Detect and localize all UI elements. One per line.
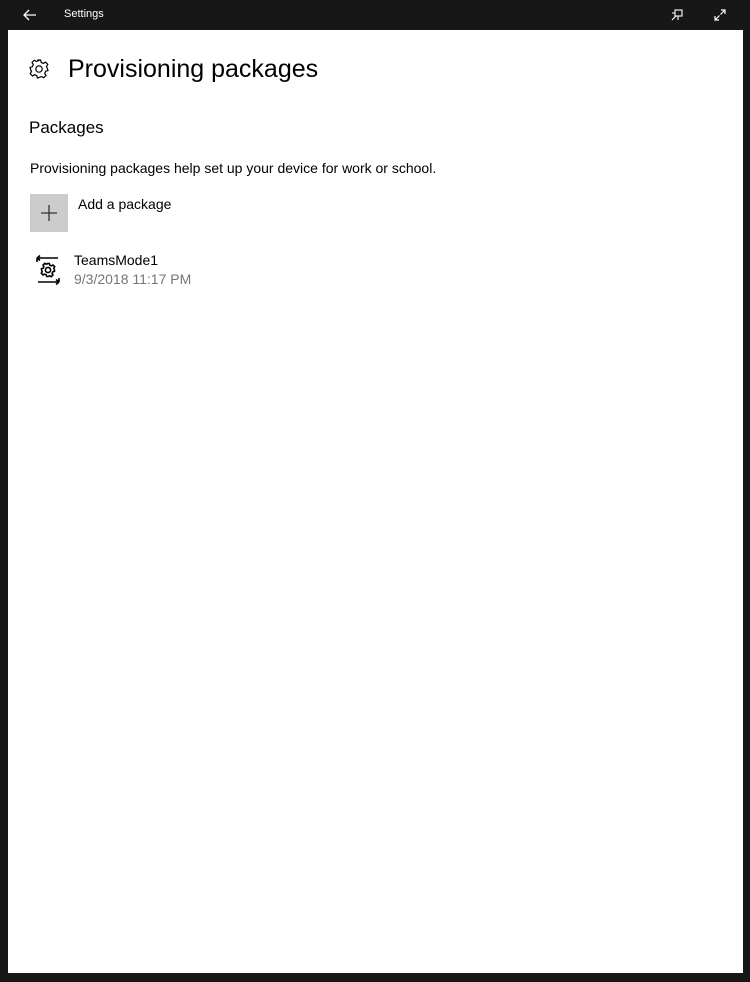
window-title: Settings: [64, 8, 104, 20]
add-package-button[interactable]: [30, 194, 171, 232]
expand-button[interactable]: [711, 6, 729, 24]
package-item[interactable]: [32, 251, 191, 288]
package-date: 9/3/2018 11:17 PM: [74, 271, 192, 287]
pin-to-start-button[interactable]: [668, 6, 686, 24]
provisioning-package-icon: [32, 254, 64, 286]
title-bar: [0, 0, 750, 30]
pin-to-start-icon: [670, 8, 684, 22]
section-description: Provisioning packages help set up your device for work or school.: [30, 160, 437, 176]
section-heading: Packages: [29, 118, 104, 137]
page-title: Provisioning packages: [68, 54, 319, 83]
settings-content: [8, 30, 743, 973]
gear-icon: [28, 58, 50, 80]
package-name: TeamsMode1: [74, 252, 159, 268]
add-package-label: Add a package: [78, 196, 172, 212]
plus-icon: [40, 204, 58, 222]
package-text: [74, 251, 191, 288]
expand-icon: [714, 9, 726, 21]
back-button[interactable]: [18, 4, 42, 26]
add-tile[interactable]: [30, 194, 68, 232]
page-header: [28, 54, 318, 84]
back-arrow-icon: [23, 9, 37, 21]
